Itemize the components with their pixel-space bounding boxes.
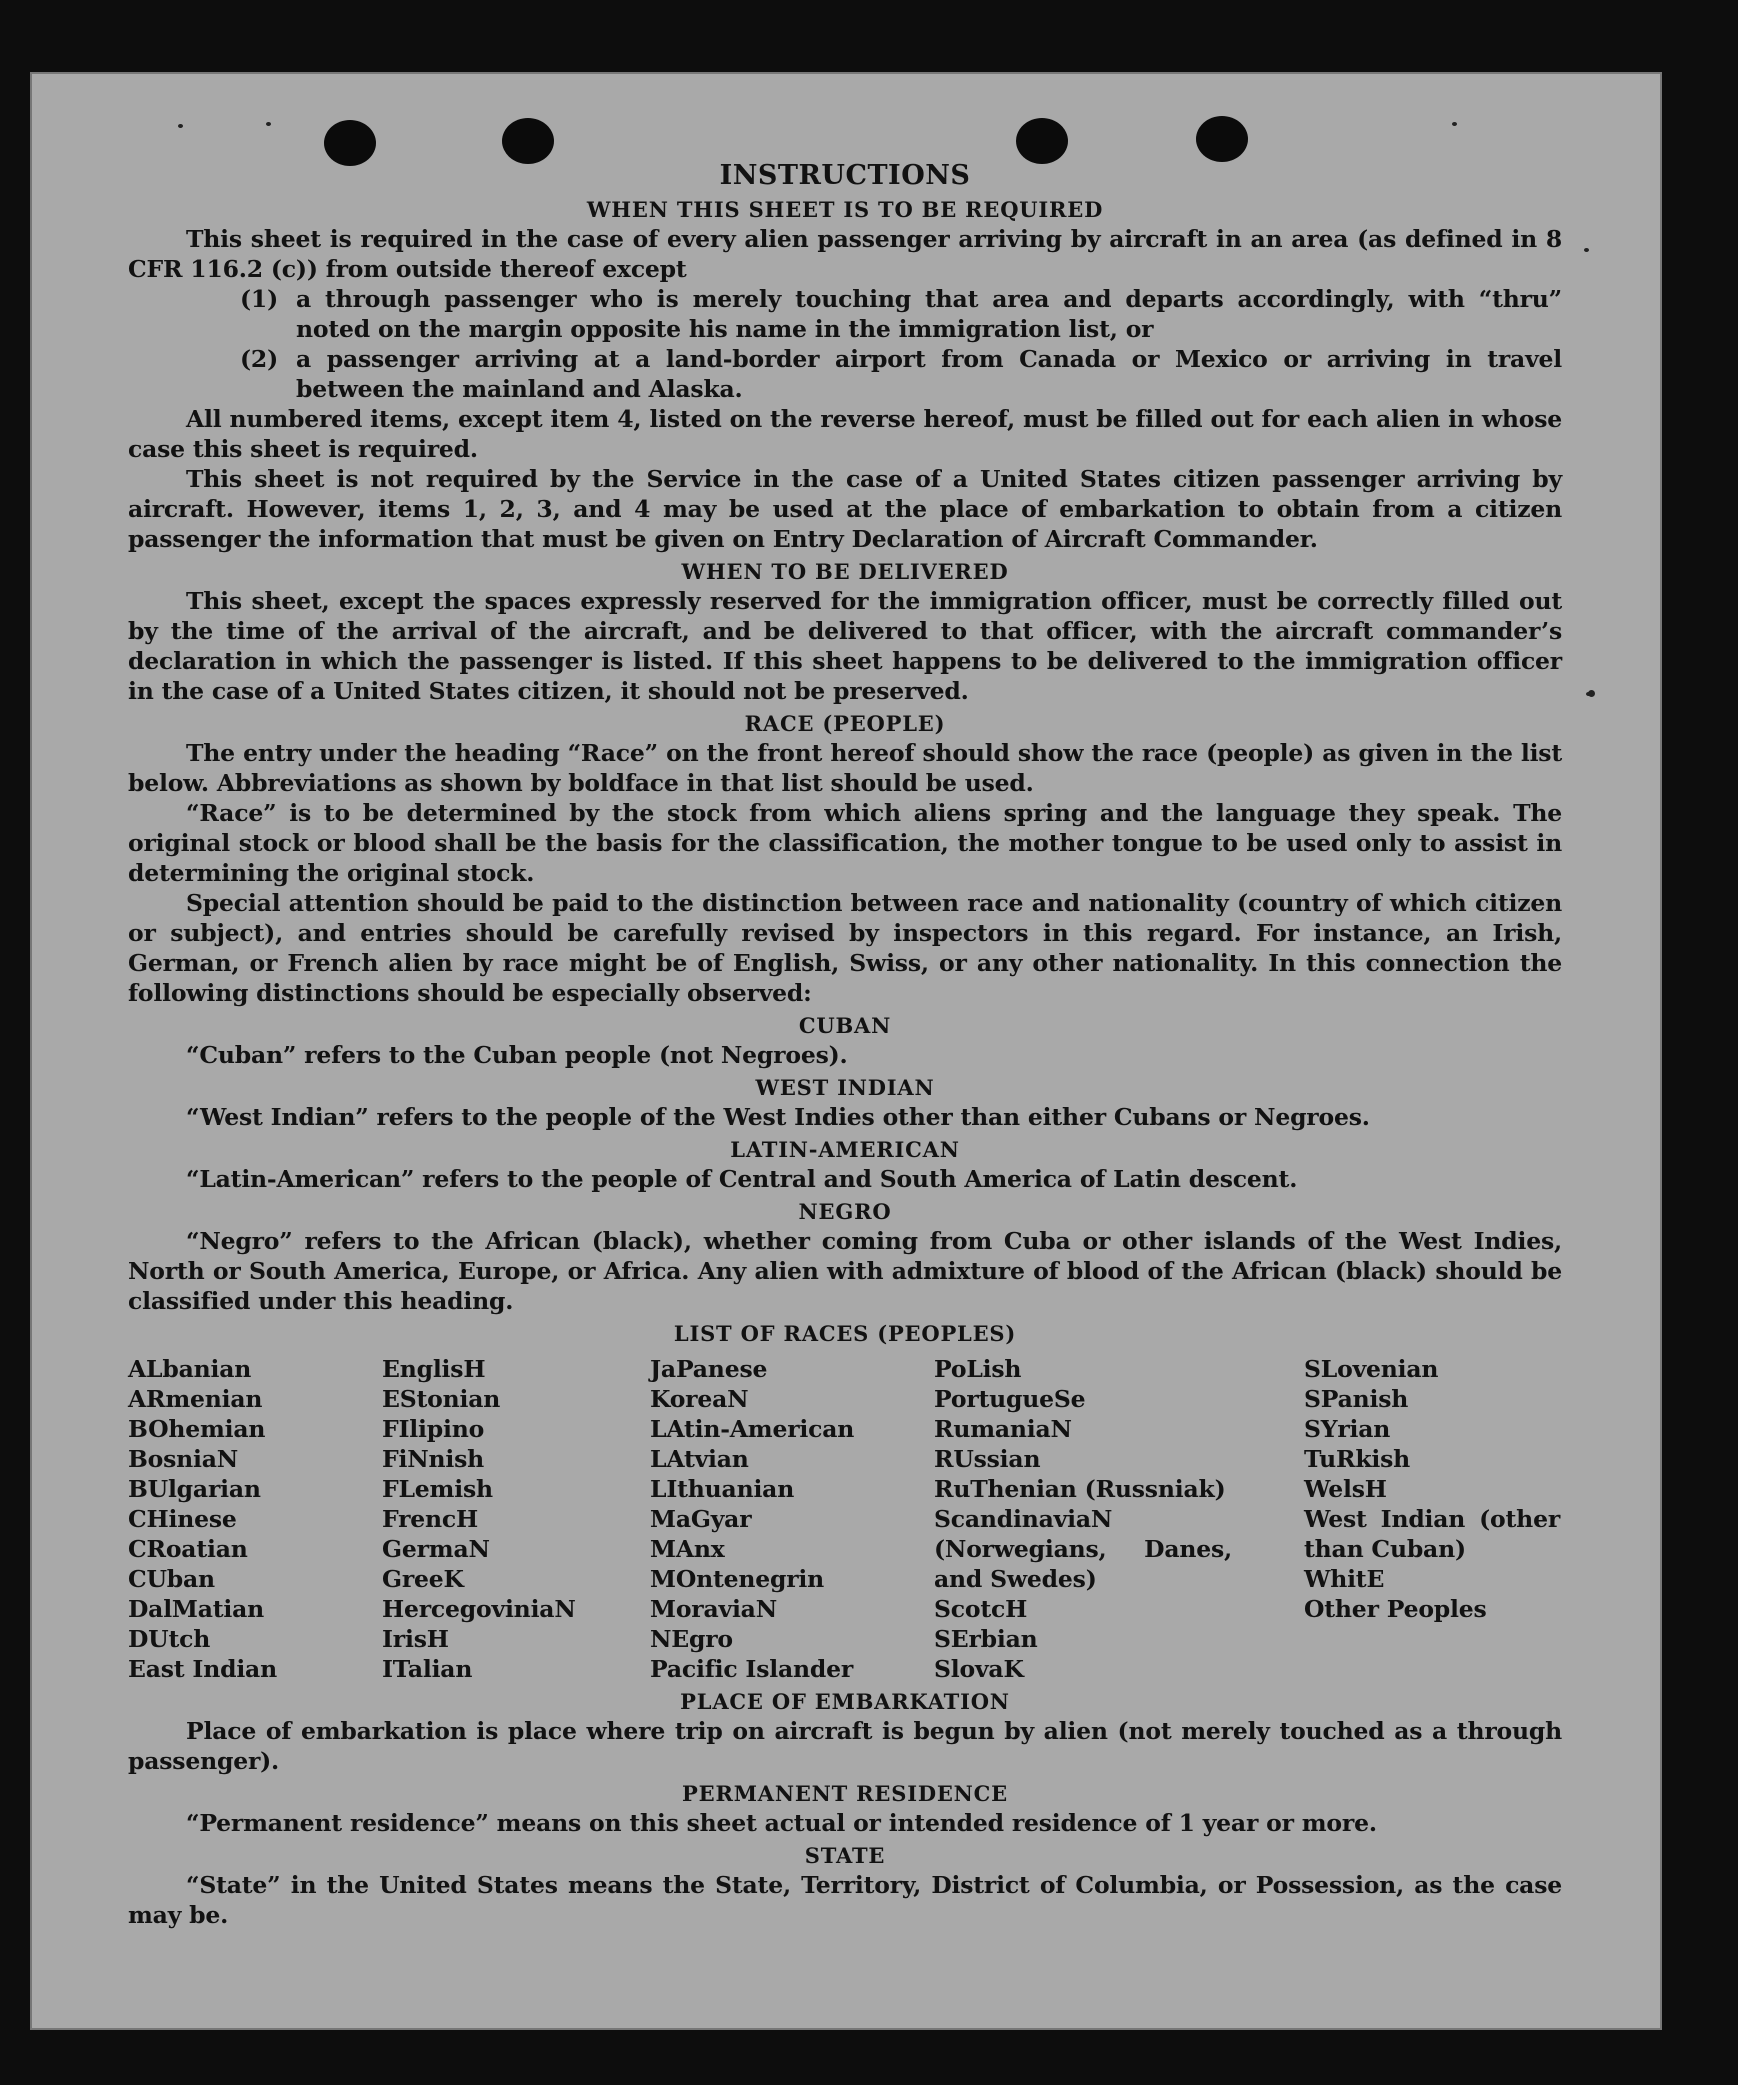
race-item: ARmenian [128,1385,263,1413]
race-item: SLovenian [1304,1355,1439,1383]
race-item: ALbanian [128,1355,252,1383]
race-item: ScandinaviaN (Norwegians, Danes, and Swedes) [934,1505,1232,1593]
paragraph: This sheet is not required by the Service in the case of a United States citizen passenger arriving by aircraft. However, items 1, 2, 3, and 4 may be used at the place of embarkation to obtain from a citizen passenger the information that must be given on Entry Declaration of Aircraft Commander. [128,465,1562,553]
race-item: DUtch [128,1625,211,1653]
list-item-text: a passenger arriving at a land-border airport from Canada or Mexico or arriving in travel between the mainland and Alaska. [296,345,1562,403]
race-item: MaGyar [650,1505,752,1533]
paragraph: Place of embarkation is place where trip on aircraft is begun by alien (not merely touched as a through passenger). [128,1717,1562,1775]
paragraph: Special attention should be paid to the distinction between race and nationality (country of which citizen or subject), and entries should be carefully revised by inspectors in this regard. For instance, an Irish, German, or French alien by race might be of English, Swiss, or any other nationality. In this connection the following distinctions should be especially observed: [128,889,1562,1007]
heading-negro: NEGRO [798,1199,892,1224]
race-item: SlovaK [934,1655,1024,1683]
race-item: NEgro [650,1625,733,1653]
race-column [382,1354,650,1684]
heading-when-delivered: WHEN TO BE DELIVERED [681,559,1009,584]
paragraph: This sheet is required in the case of every alien passenger arriving by aircraft in an area (as defined in 8 CFR 116.2 (c)) from outside thereof except [128,225,1562,283]
punch-hole [1196,116,1248,162]
list-item-number: (1) [240,285,278,313]
race-item: RUssian [934,1445,1041,1473]
paragraph: “Cuban” refers to the Cuban people (not Negroes). [186,1041,848,1069]
race-item: CUban [128,1565,215,1593]
race-item: EStonian [382,1385,501,1413]
race-item: TuRkish [1304,1445,1411,1473]
race-item: East Indian [128,1655,277,1683]
race-column [1304,1354,1562,1684]
paragraph: The entry under the heading “Race” on the front hereof should show the race (people) as given in the list below. Abbreviations as shown by boldface in that list should be used. [128,739,1562,797]
punch-hole [1016,118,1068,164]
race-item: WhitE [1304,1565,1385,1593]
race-item: SYrian [1304,1415,1391,1443]
paragraph: This sheet, except the spaces expressly reserved for the immigration officer, must be correctly filled out by the time of the arrival of the aircraft, and be delivered to that officer, with the aircraft commander’s declaration in which the passenger is listed. If this sheet happens to be delivered to the immigration officer in the case of a United States citizen, it should not be preserved. [128,587,1562,705]
paper-speck [1452,122,1457,126]
heading-race: RACE (PEOPLE) [744,711,946,736]
paragraph: “State” in the United States means the State, Territory, District of Columbia, or Possession, as the case may be. [128,1871,1562,1929]
race-item: BosniaN [128,1445,239,1473]
instructions-content [128,160,1562,1930]
race-item: ScotcH [934,1595,1028,1623]
race-column [128,1354,382,1684]
race-item: PoLish [934,1355,1022,1383]
race-item: HercegoviniaN [382,1595,576,1623]
race-list [128,1354,1562,1684]
race-item: Pacific Islander [650,1655,854,1683]
list-item-text: a through passenger who is merely touching that area and departs accordingly, with “thru” noted on the margin opposite his name in the immigration list, or [296,285,1562,343]
race-item: FLemish [382,1475,493,1503]
heading-when-required: WHEN THIS SHEET IS TO BE REQUIRED [586,197,1104,222]
race-item: GermaN [382,1535,490,1563]
paragraph: “Permanent residence” means on this sheet actual or intended residence of 1 year or more. [186,1809,1377,1837]
race-item: LAtin-American [650,1415,855,1443]
heading-west-indian: WEST INDIAN [755,1075,935,1100]
race-column [650,1354,934,1684]
race-item: West Indian (other than Cuban) [1304,1505,1560,1563]
race-item: RumaniaN [934,1415,1072,1443]
race-item: SPanish [1304,1385,1409,1413]
heading-embarkation: PLACE OF EMBARKATION [680,1689,1010,1714]
paragraph: “Negro” refers to the African (black), whether coming from Cuba or other islands of the West Indies, North or South America, Europe, or Africa. Any alien with admixture of blood of the African (black) should be classified under this heading. [128,1227,1562,1315]
race-item: IrisH [382,1625,449,1653]
race-item: GreeK [382,1565,464,1593]
paper-speck [178,124,183,128]
race-item: LAtvian [650,1445,749,1473]
paper-speck [266,122,271,126]
race-item: CHinese [128,1505,237,1533]
list-item [128,344,1562,404]
page-title: INSTRUCTIONS [719,160,971,191]
race-item: MOntenegrin [650,1565,825,1593]
race-item: KoreaN [650,1385,749,1413]
race-item: FiNnish [382,1445,485,1473]
heading-latin-american: LATIN-AMERICAN [730,1137,960,1162]
race-item: ITalian [382,1655,473,1683]
paragraph: “Latin-American” refers to the people of Central and South America of Latin descent. [186,1165,1298,1193]
race-item: WelsH [1304,1475,1387,1503]
race-item: MoraviaN [650,1595,777,1623]
paragraph: “West Indian” refers to the people of the West Indies other than either Cubans or Negroes. [186,1103,1370,1131]
paragraph: All numbered items, except item 4, listed on the reverse hereof, must be filled out for each alien in whose case this sheet is required. [128,405,1562,463]
heading-permanent-residence: PERMANENT RESIDENCE [682,1781,1008,1806]
paragraph: “Race” is to be determined by the stock from which aliens spring and the language they speak. The original stock or blood shall be the basis for the classification, the mother tongue to be used only to assist in determining the original stock. [128,799,1562,887]
list-item [128,284,1562,344]
race-item: FIlipino [382,1415,485,1443]
race-item: FrencH [382,1505,479,1533]
race-column [934,1354,1304,1684]
race-item: PortugueSe [934,1385,1086,1413]
race-item: JaPanese [650,1355,768,1383]
paper-speck [1588,690,1595,697]
race-item: EnglisH [382,1355,486,1383]
punch-hole [502,118,554,164]
race-item: MAnx [650,1535,725,1563]
race-item: BOhemian [128,1415,266,1443]
race-item: Other Peoples [1304,1595,1487,1623]
race-item: BUlgarian [128,1475,261,1503]
heading-state: STATE [804,1843,886,1868]
race-item: CRoatian [128,1535,248,1563]
race-item: LIthuanian [650,1475,795,1503]
heading-cuban: CUBAN [798,1013,892,1038]
list-item-number: (2) [240,345,278,373]
race-item: SErbian [934,1625,1038,1653]
heading-list-of-races: LIST OF RACES (PEOPLES) [673,1321,1017,1346]
race-item: RuThenian (Russniak) [934,1475,1226,1503]
race-item: DalMatian [128,1595,265,1623]
paper-speck [1584,248,1589,252]
document-sheet [30,72,1662,2030]
